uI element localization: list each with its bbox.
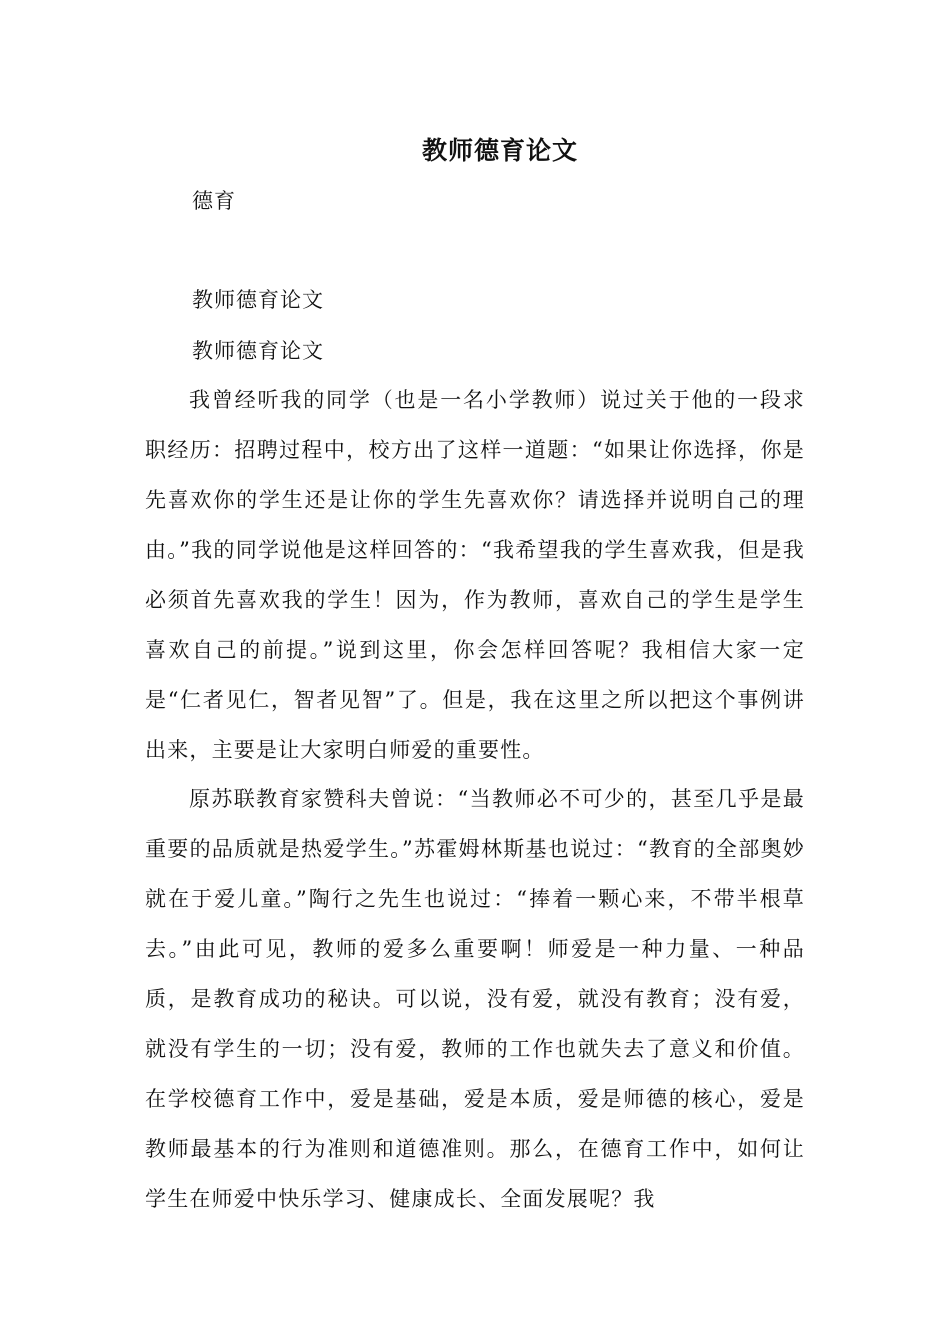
document-title: 教师德育论文 [421,136,578,165]
body-paragraph-2: 原苏联教育家赞科夫曾说：“当教师必不可少的，甚至几乎是最重要的品质就是热爱学生。”苏霍姆林斯基也说过：“教育的全部奥妙就在于爱儿童。”陶行之先生也说过：“捧着一颗心来，不带半根草去。”由此可见，教师的爱多么重要啊！师爱是一种力量、一种品质，是教育成功的秘诀。可以说，没有爱，就没有教育；没有爱，就没有学生的一切；没有爱，教师的工作也就失去了意义和价值。在学校德育工作中，爱是基础，爱是本质，爱是师德的核心，爱是教师最基本的行为准则和道德准则。那么，在德育工作中，如何让学生在师爱中快乐学习、健康成长、全面发展呢？我 [145,787,805,1211]
body-paragraph-1: 我曾经听我的同学（也是一名小学教师）说过关于他的一段求职经历：招聘过程中，校方出了这样一道题：“如果让你选择，你是先喜欢你的学生还是让你的学生先喜欢你？请选择并说明自己的理由。”我的同学说他是这样回答的：“我希望我的学生喜欢我，但是我必须首先喜欢我的学生！因为，作为教师，喜欢自己的学生是学生喜欢自己的前提。”说到这里，你会怎样回答呢？我相信大家一定是“仁者见仁，智者见智”了。但是，我在这里之所以把这个事例讲出来，主要是让大家明白师爱的重要性。 [145,388,805,762]
subtitle-line-2: 教师德育论文 [192,339,324,363]
keyword-line: 德育 [192,189,236,213]
subtitle-line-1: 教师德育论文 [192,288,324,312]
